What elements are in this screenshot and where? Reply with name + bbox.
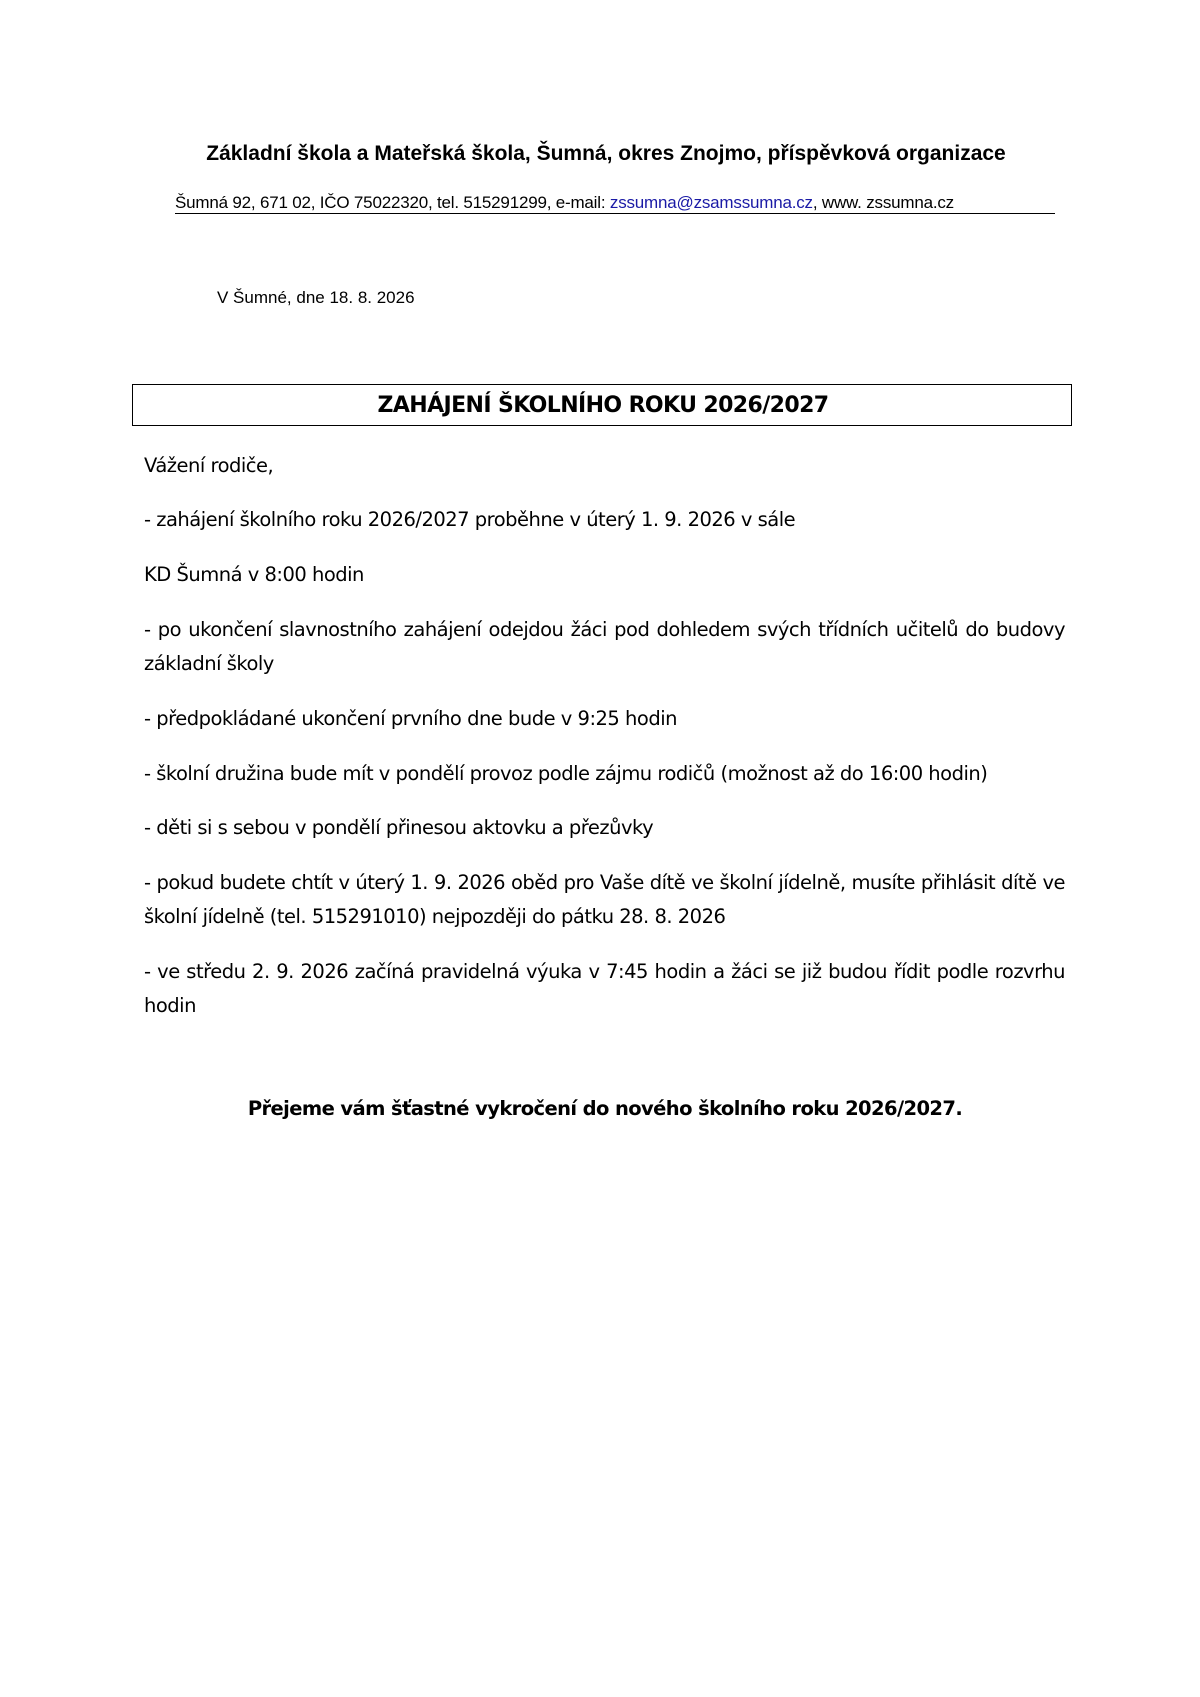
paragraph-lunch: - pokud budete chtít v úterý 1. 9. 2026 oběd pro Vaše dítě ve školní jídelně, musíte přihlásit dítě ve školní jídelně (tel. 515291010) nejpozději do pátku 28. 8. 2026 xyxy=(144,871,1065,928)
paragraph-what-to-bring: - děti si s sebou v pondělí přinesou aktovku a přezůvky xyxy=(144,816,654,839)
document-title: ZAHÁJENÍ ŠKOLNÍHO ROKU 2026/2027 xyxy=(377,393,829,418)
contact-line xyxy=(175,193,1055,214)
contact-website: , www. zssumna.cz xyxy=(812,193,954,212)
email-link[interactable]: zssumna@zsamssumna.cz xyxy=(609,193,813,212)
paragraph-opening-date: - zahájení školního roku 2026/2027 proběhne v úterý 1. 9. 2026 v sále xyxy=(144,508,796,531)
contact-address: Šumná 92, 671 02, IČO 75022320, tel. 515291299, e-mail: xyxy=(175,193,610,212)
paragraph-end-time: - předpokládané ukončení prvního dne bude v 9:25 hodin xyxy=(144,707,677,730)
paragraph-after-school-club: - školní družina bude mít v pondělí provoz podle zájmu rodičů (možnost až do 16:00 hodin) xyxy=(144,762,988,785)
paragraph-after-ceremony: - po ukončení slavnostního zahájení odejdou žáci pod dohledem svých třídních učitelů do budovy základní školy xyxy=(144,618,1065,675)
closing-wish: Přejeme vám šťastné vykročení do nového školního roku 2026/2027. xyxy=(247,1097,963,1120)
greeting: Vážení rodiče, xyxy=(144,454,274,477)
title-box xyxy=(132,384,1072,426)
date-line: V Šumné, dne 18. 8. 2026 xyxy=(217,288,415,307)
paragraph-regular-lessons: - ve středu 2. 9. 2026 začíná pravidelná výuka v 7:45 hodin a žáci se již budou řídit podle rozvrhu hodin xyxy=(144,960,1065,1017)
paragraph-venue: KD Šumná v 8:00 hodin xyxy=(144,563,364,586)
organization-name: Základní škola a Mateřská škola, Šumná, okres Znojmo, příspěvková organizace xyxy=(206,142,1006,165)
